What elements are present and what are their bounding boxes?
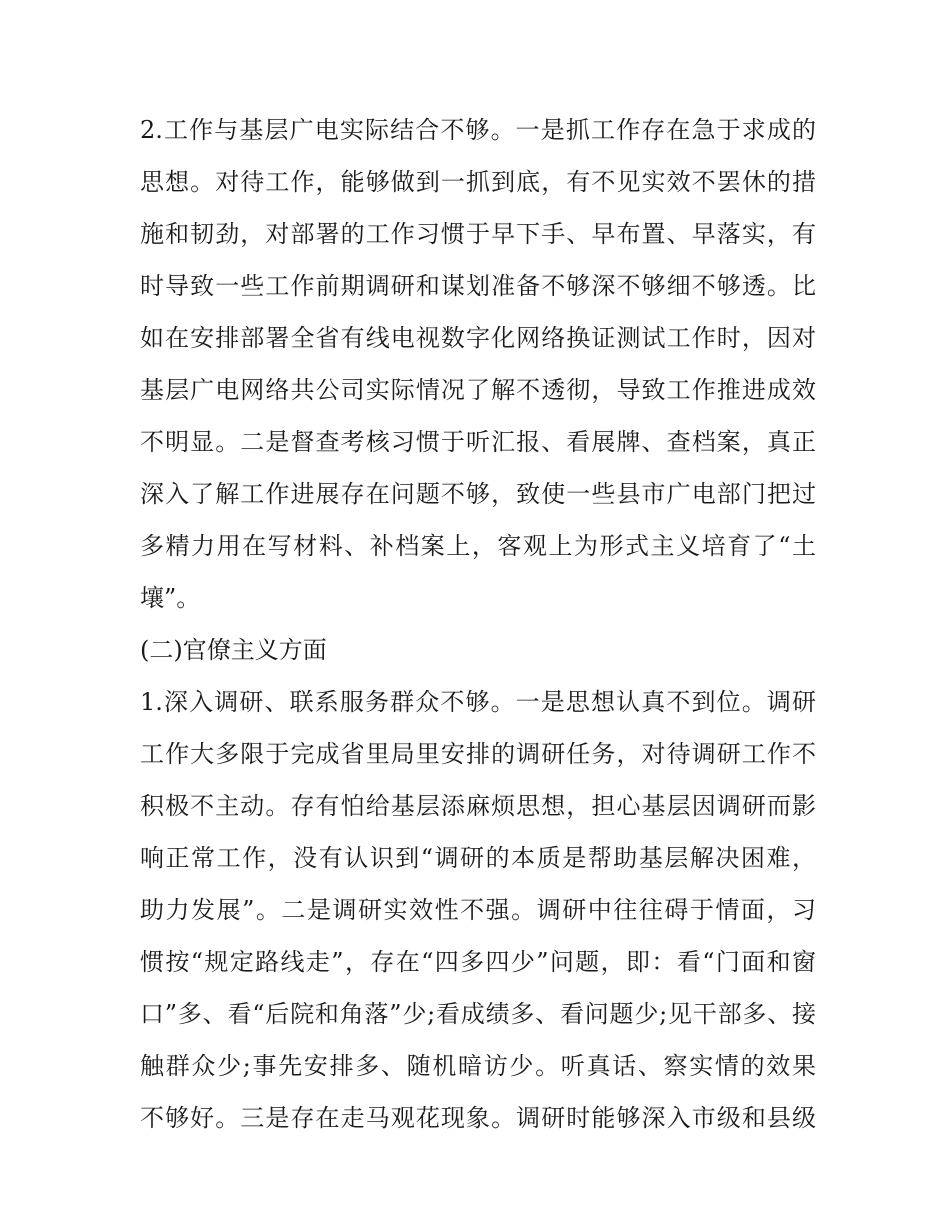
text-line: 助力发展”。二是调研实效性不强。调研中往往碍于情面，习 [140, 896, 816, 924]
text-line: 不够好。三是存在走马观花现象。调研时能够深入市级和县级 [140, 1104, 816, 1132]
text-line: 多精力用在写材料、补档案上，客观上为形式主义培育了“土 [140, 532, 816, 560]
text-line: 深入了解工作进展存在问题不够，致使一些县市广电部门把过 [140, 480, 816, 508]
text-line: 口”多、看“后院和角落”少;看成绩多、看问题少;见干部多、接 [140, 1000, 816, 1028]
text-line: 积极不主动。存有怕给基层添麻烦思想，担心基层因调研而影 [140, 792, 816, 820]
text-line: 响正常工作，没有认识到“调研的本质是帮助基层解决困难， [140, 844, 816, 872]
text-line: 工作大多限于完成省里局里安排的调研任务，对待调研工作不 [140, 740, 816, 768]
text-line: 1.深入调研、联系服务群众不够。一是思想认真不到位。调研 [140, 688, 816, 716]
text-line: 施和韧劲，对部署的工作习惯于早下手、早布置、早落实，有 [140, 220, 816, 248]
text-line: 基层广电网络共公司实际情况了解不透彻，导致工作推进成效 [140, 376, 816, 404]
document-body [140, 104, 816, 1144]
text-line: 时导致一些工作前期调研和谋划准备不够深不够细不够透。比 [140, 272, 816, 300]
text-line: 思想。对待工作，能够做到一抓到底，有不见实效不罢休的措 [140, 168, 816, 196]
text-line: 不明显。二是督查考核习惯于听汇报、看展牌、查档案，真正 [140, 428, 816, 456]
paragraph-work-integration [140, 104, 816, 624]
text-line: 2.工作与基层广电实际结合不够。一是抓工作存在急于求成的 [140, 116, 816, 144]
text-line: 触群众少;事先安排多、随机暗访少。听真话、察实情的效果 [140, 1052, 816, 1080]
paragraph-research [140, 676, 816, 1144]
section-heading-bureaucratism [140, 624, 816, 676]
text-line: 壤”。 [140, 584, 201, 612]
section-heading: (二)官僚主义方面 [140, 636, 327, 664]
text-line: 如在安排部署全省有线电视数字化网络换证测试工作时，因对 [140, 324, 816, 352]
text-line: 惯按“规定路线走”，存在“四多四少”问题，即：看“门面和窗 [140, 948, 816, 976]
